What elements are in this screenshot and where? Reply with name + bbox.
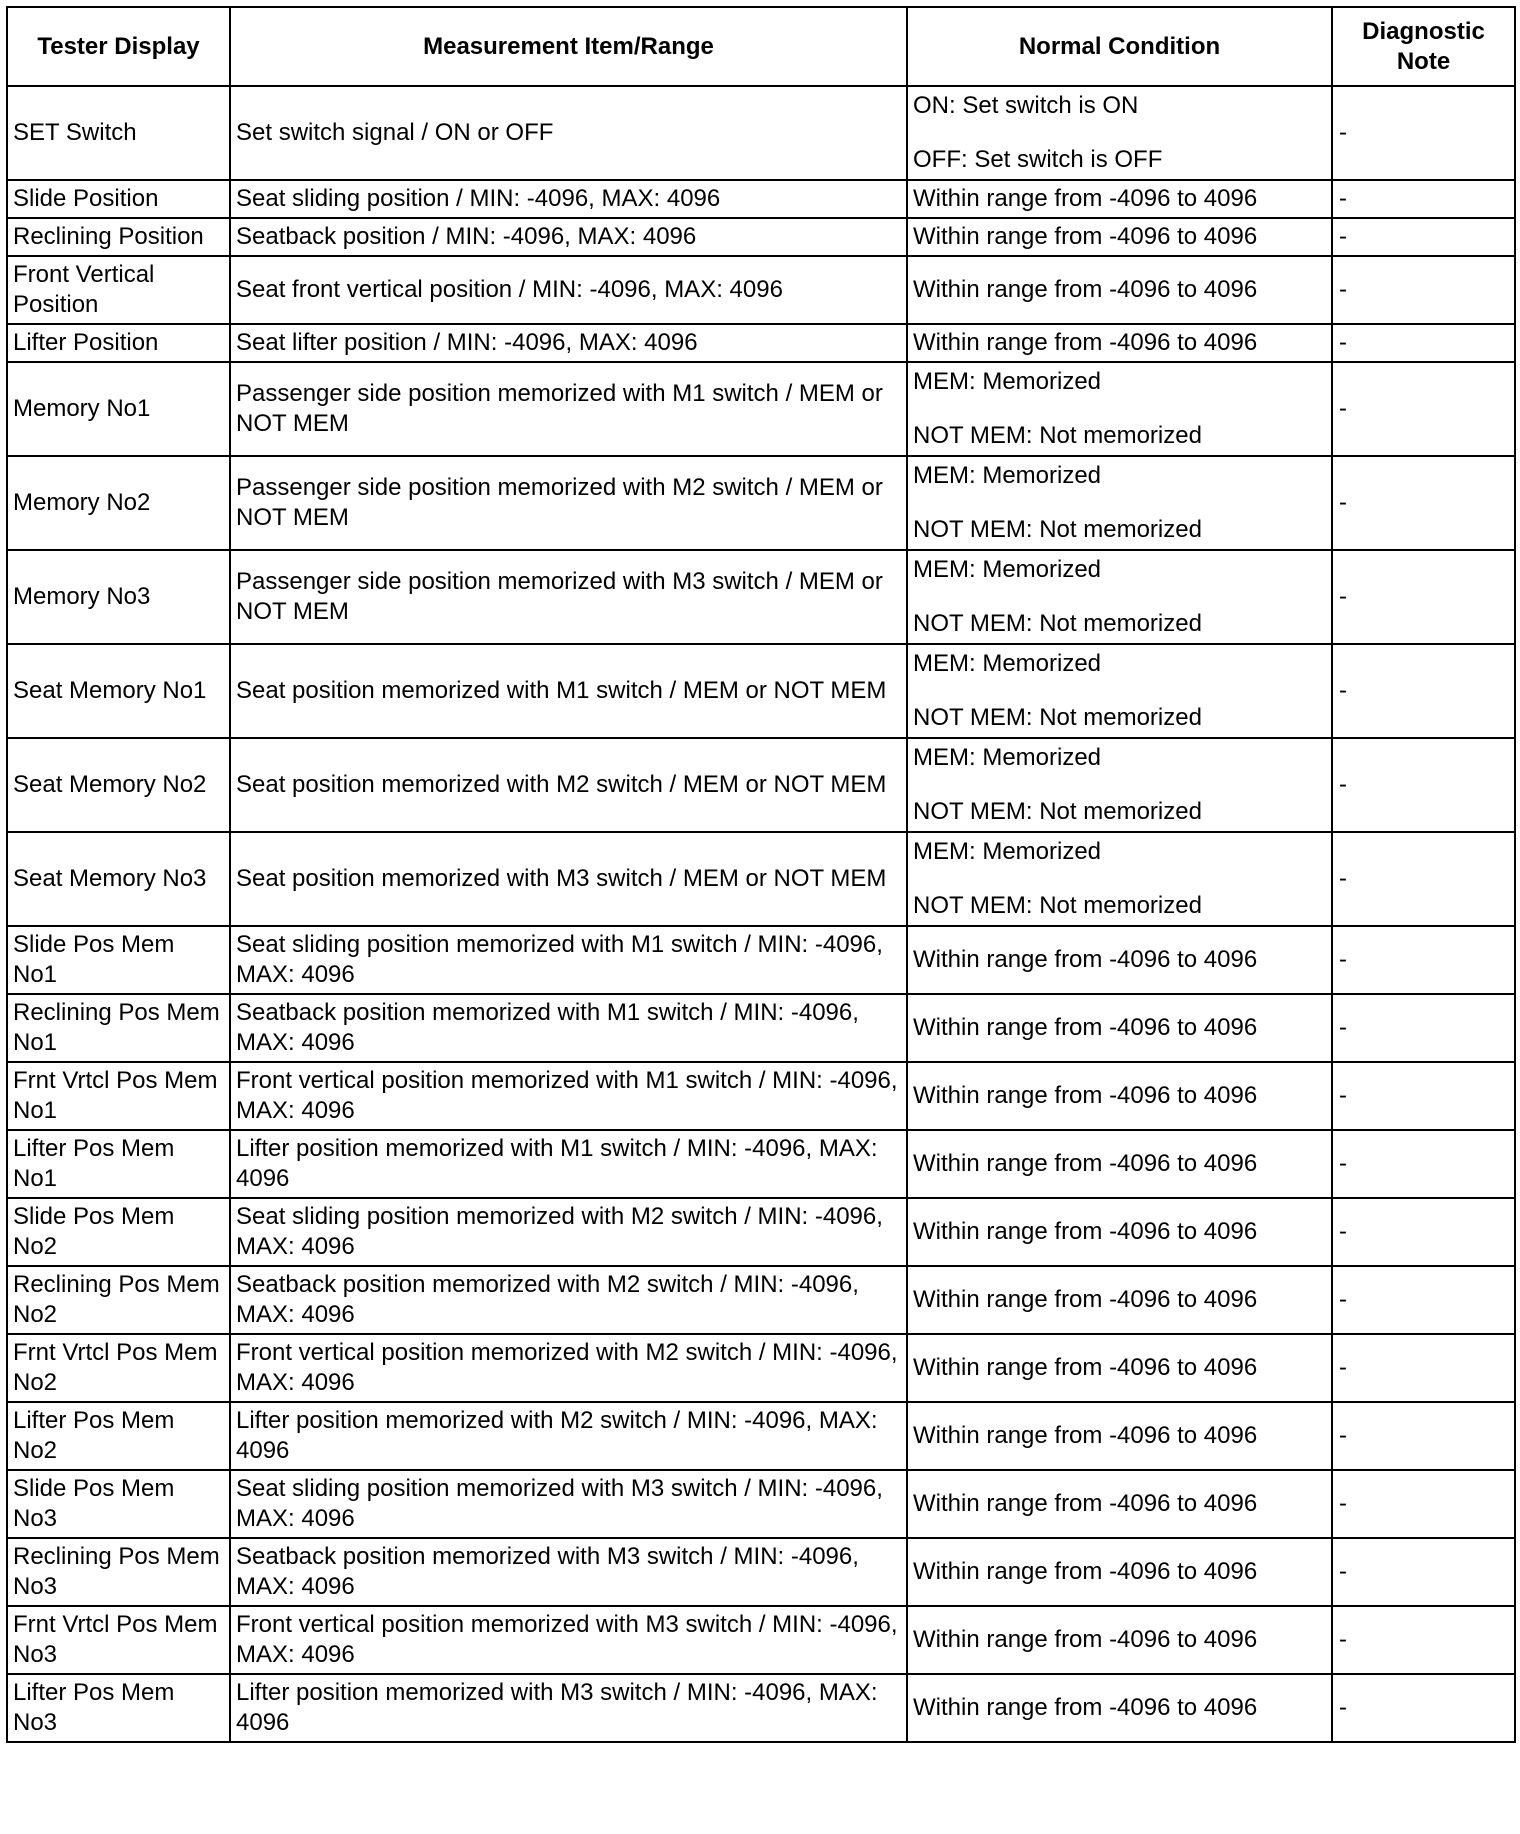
data-monitor-table [6,6,1516,1743]
cell-normal-condition [907,1130,1332,1198]
table-row [7,324,1515,362]
table-header-row [7,7,1515,86]
condition-line: Within range from -4096 to 4096 [913,1354,1258,1381]
cell-diagnostic-note: - [1332,1334,1515,1402]
condition-line: MEM: Memorized [913,462,1102,489]
cell-measurement-item: Seat position memorized with M2 switch / MEM or NOT MEM [230,738,907,832]
cell-tester-display: Slide Position [7,180,230,218]
cell-diagnostic-note: - [1332,180,1515,218]
condition-line: MEM: Memorized [913,650,1102,677]
cell-tester-display: Lifter Position [7,324,230,362]
condition-line: Within range from -4096 to 4096 [913,1286,1258,1313]
table-row [7,832,1515,926]
table-body [7,86,1515,1742]
cell-measurement-item: Seatback position memorized with M3 switch / MIN: -4096, MAX: 4096 [230,1538,907,1606]
cell-tester-display: Frnt Vrtcl Pos Mem No1 [7,1062,230,1130]
cell-normal-condition [907,1538,1332,1606]
cell-tester-display: Frnt Vrtcl Pos Mem No3 [7,1606,230,1674]
cell-tester-display: Lifter Pos Mem No2 [7,1402,230,1470]
table-row [7,550,1515,644]
cell-diagnostic-note: - [1332,256,1515,324]
cell-normal-condition [907,1062,1332,1130]
cell-tester-display: Seat Memory No1 [7,644,230,738]
header-diagnostic-note: Diagnostic Note [1332,7,1515,86]
cell-measurement-item: Passenger side position memorized with M2 switch / MEM or NOT MEM [230,456,907,550]
table-row [7,1198,1515,1266]
cell-normal-condition [907,550,1332,644]
table-row [7,1674,1515,1742]
table-row [7,1266,1515,1334]
table-row [7,1606,1515,1674]
cell-normal-condition [907,994,1332,1062]
cell-tester-display: Lifter Pos Mem No1 [7,1130,230,1198]
cell-tester-display: Reclining Position [7,218,230,256]
table-row [7,1402,1515,1470]
condition-line: NOT MEM: Not memorized [913,422,1202,449]
cell-measurement-item: Seatback position / MIN: -4096, MAX: 4096 [230,218,907,256]
condition-line: Within range from -4096 to 4096 [913,1490,1258,1517]
cell-diagnostic-note: - [1332,644,1515,738]
table-row [7,362,1515,456]
cell-measurement-item: Seatback position memorized with M2 switch / MIN: -4096, MAX: 4096 [230,1266,907,1334]
cell-diagnostic-note: - [1332,994,1515,1062]
cell-normal-condition [907,644,1332,738]
condition-line: Within range from -4096 to 4096 [913,1150,1258,1177]
condition-line: NOT MEM: Not memorized [913,610,1202,637]
cell-tester-display: Slide Pos Mem No3 [7,1470,230,1538]
condition-line: Within range from -4096 to 4096 [913,276,1258,303]
cell-tester-display: Reclining Pos Mem No1 [7,994,230,1062]
cell-normal-condition [907,1198,1332,1266]
condition-line: Within range from -4096 to 4096 [913,1422,1258,1449]
condition-line: Within range from -4096 to 4096 [913,1218,1258,1245]
table-row [7,994,1515,1062]
cell-tester-display: Reclining Pos Mem No3 [7,1538,230,1606]
table-row [7,1130,1515,1198]
cell-diagnostic-note: - [1332,926,1515,994]
cell-diagnostic-note: - [1332,1606,1515,1674]
condition-line: ON: Set switch is ON [913,92,1139,119]
table-row [7,256,1515,324]
cell-diagnostic-note: - [1332,550,1515,644]
table-row [7,738,1515,832]
cell-diagnostic-note: - [1332,324,1515,362]
cell-diagnostic-note: - [1332,1130,1515,1198]
cell-normal-condition [907,362,1332,456]
cell-normal-condition [907,1334,1332,1402]
cell-diagnostic-note: - [1332,1538,1515,1606]
cell-normal-condition [907,256,1332,324]
cell-normal-condition [907,1606,1332,1674]
condition-line: Within range from -4096 to 4096 [913,185,1258,212]
cell-tester-display: SET Switch [7,86,230,180]
cell-tester-display: Seat Memory No2 [7,738,230,832]
data-table-container [6,6,1514,1743]
condition-line: NOT MEM: Not memorized [913,704,1202,731]
cell-measurement-item: Seat front vertical position / MIN: -4096, MAX: 4096 [230,256,907,324]
cell-tester-display: Memory No1 [7,362,230,456]
table-row [7,1470,1515,1538]
cell-measurement-item: Seat position memorized with M1 switch / MEM or NOT MEM [230,644,907,738]
cell-measurement-item: Seat sliding position / MIN: -4096, MAX: 4096 [230,180,907,218]
cell-normal-condition [907,738,1332,832]
cell-measurement-item: Front vertical position memorized with M2 switch / MIN: -4096, MAX: 4096 [230,1334,907,1402]
table-row [7,456,1515,550]
cell-diagnostic-note: - [1332,218,1515,256]
cell-tester-display: Lifter Pos Mem No3 [7,1674,230,1742]
condition-line: NOT MEM: Not memorized [913,892,1202,919]
cell-measurement-item: Front vertical position memorized with M1 switch / MIN: -4096, MAX: 4096 [230,1062,907,1130]
cell-diagnostic-note: - [1332,1674,1515,1742]
condition-line: NOT MEM: Not memorized [913,798,1202,825]
table-row [7,1062,1515,1130]
cell-tester-display: Reclining Pos Mem No2 [7,1266,230,1334]
cell-diagnostic-note: - [1332,86,1515,180]
condition-line: MEM: Memorized [913,838,1102,865]
cell-diagnostic-note: - [1332,1470,1515,1538]
cell-normal-condition [907,86,1332,180]
cell-measurement-item: Seat sliding position memorized with M3 switch / MIN: -4096, MAX: 4096 [230,1470,907,1538]
cell-measurement-item: Front vertical position memorized with M3 switch / MIN: -4096, MAX: 4096 [230,1606,907,1674]
cell-normal-condition [907,324,1332,362]
condition-line: MEM: Memorized [913,368,1102,395]
condition-line: Within range from -4096 to 4096 [913,1014,1258,1041]
condition-line: MEM: Memorized [913,744,1102,771]
cell-measurement-item: Set switch signal / ON or OFF [230,86,907,180]
cell-diagnostic-note: - [1332,362,1515,456]
cell-tester-display: Memory No2 [7,456,230,550]
cell-measurement-item: Seat sliding position memorized with M2 switch / MIN: -4096, MAX: 4096 [230,1198,907,1266]
cell-tester-display: Memory No3 [7,550,230,644]
cell-tester-display: Front Vertical Position [7,256,230,324]
cell-normal-condition [907,1470,1332,1538]
cell-diagnostic-note: - [1332,1266,1515,1334]
cell-measurement-item: Seat lifter position / MIN: -4096, MAX: 4096 [230,324,907,362]
condition-line: Within range from -4096 to 4096 [913,946,1258,973]
cell-normal-condition [907,832,1332,926]
cell-normal-condition [907,926,1332,994]
table-row [7,218,1515,256]
table-row [7,86,1515,180]
cell-diagnostic-note: - [1332,738,1515,832]
condition-line: Within range from -4096 to 4096 [913,1558,1258,1585]
condition-line: OFF: Set switch is OFF [913,146,1163,173]
cell-normal-condition [907,218,1332,256]
header-normal-condition: Normal Condition [907,7,1332,86]
table-row [7,1538,1515,1606]
condition-line: NOT MEM: Not memorized [913,516,1202,543]
cell-normal-condition [907,1674,1332,1742]
header-tester-display: Tester Display [7,7,230,86]
cell-measurement-item: Lifter position memorized with M1 switch / MIN: -4096, MAX: 4096 [230,1130,907,1198]
cell-diagnostic-note: - [1332,1198,1515,1266]
cell-tester-display: Seat Memory No3 [7,832,230,926]
cell-tester-display: Slide Pos Mem No1 [7,926,230,994]
cell-normal-condition [907,456,1332,550]
condition-line: Within range from -4096 to 4096 [913,329,1258,356]
cell-diagnostic-note: - [1332,456,1515,550]
table-row [7,644,1515,738]
cell-measurement-item: Passenger side position memorized with M1 switch / MEM or NOT MEM [230,362,907,456]
cell-measurement-item: Seat position memorized with M3 switch / MEM or NOT MEM [230,832,907,926]
table-row [7,926,1515,994]
condition-line: Within range from -4096 to 4096 [913,1082,1258,1109]
cell-diagnostic-note: - [1332,832,1515,926]
cell-normal-condition [907,1402,1332,1470]
cell-normal-condition [907,1266,1332,1334]
cell-measurement-item: Lifter position memorized with M2 switch / MIN: -4096, MAX: 4096 [230,1402,907,1470]
cell-tester-display: Slide Pos Mem No2 [7,1198,230,1266]
cell-measurement-item: Lifter position memorized with M3 switch / MIN: -4096, MAX: 4096 [230,1674,907,1742]
table-row [7,180,1515,218]
cell-tester-display: Frnt Vrtcl Pos Mem No2 [7,1334,230,1402]
cell-normal-condition [907,180,1332,218]
condition-line: Within range from -4096 to 4096 [913,223,1258,250]
condition-line: Within range from -4096 to 4096 [913,1694,1258,1721]
cell-measurement-item: Seatback position memorized with M1 switch / MIN: -4096, MAX: 4096 [230,994,907,1062]
condition-line: Within range from -4096 to 4096 [913,1626,1258,1653]
cell-diagnostic-note: - [1332,1062,1515,1130]
cell-diagnostic-note: - [1332,1402,1515,1470]
cell-measurement-item: Passenger side position memorized with M3 switch / MEM or NOT MEM [230,550,907,644]
table-row [7,1334,1515,1402]
cell-measurement-item: Seat sliding position memorized with M1 switch / MIN: -4096, MAX: 4096 [230,926,907,994]
condition-line: MEM: Memorized [913,556,1102,583]
header-measurement-item: Measurement Item/Range [230,7,907,86]
